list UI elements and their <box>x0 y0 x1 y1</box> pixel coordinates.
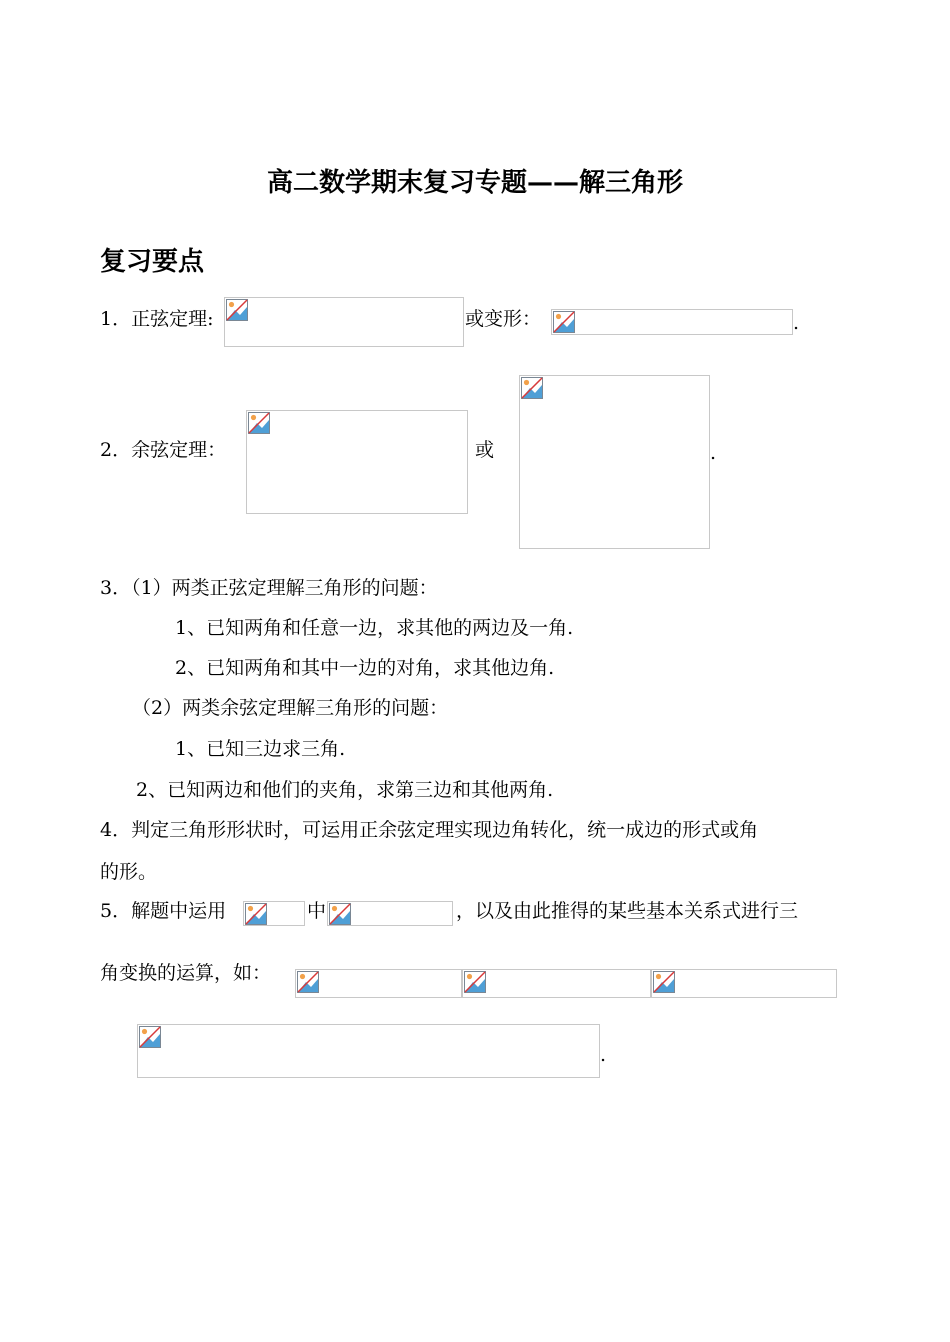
section-heading: 复习要点 <box>100 247 205 277</box>
item3-line3: 2、已知两角和其中一边的对角，求其他边角. <box>175 657 555 679</box>
item3-line1: 3．（1）两类正弦定理解三角形的问题： <box>100 577 438 599</box>
item3-line4: （2）两类余弦定理解三角形的问题： <box>132 697 449 719</box>
broken-image-icon <box>245 903 267 925</box>
item5-end: . <box>600 1044 607 1066</box>
item4-line1: 4．判定三角形形状时，可运用正余弦定理实现边角转化，统一成边的形式或角 <box>100 819 759 841</box>
item1-end: . <box>793 312 800 334</box>
item1-prefix: 1．正弦定理: <box>100 308 214 330</box>
broken-image-icon <box>248 412 270 434</box>
formula-image-example-2 <box>462 969 651 998</box>
formula-image-cosine-law-variant <box>519 375 710 549</box>
broken-image-icon <box>329 903 351 925</box>
item5-line1-c: ，以及由此推得的某些基本关系式进行三 <box>456 900 799 922</box>
broken-image-icon <box>139 1026 161 1048</box>
item3-line6: 2、已知两边和他们的夹角，求第三边和其他两角. <box>136 779 554 801</box>
broken-image-icon <box>464 971 486 993</box>
document-title: 高二数学期末复习专题——解三角形 <box>266 168 683 198</box>
broken-image-icon <box>553 311 575 333</box>
formula-image-sine-law <box>224 297 464 347</box>
broken-image-icon <box>226 299 248 321</box>
formula-image-example-1 <box>295 969 462 998</box>
item1-mid: 或变形： <box>465 308 542 330</box>
item5-line1-a: 5．解题中运用 <box>100 900 227 922</box>
formula-image-inline-2 <box>327 901 453 926</box>
item3-line2: 1、已知两角和任意一边，求其他的两边及一角. <box>175 617 574 639</box>
item4-line2: 的形。 <box>100 861 158 883</box>
item2-prefix: 2．余弦定理： <box>100 439 227 461</box>
item2-end: . <box>710 442 717 464</box>
item5-line2: 角变换的运算，如： <box>100 962 272 984</box>
broken-image-icon <box>653 971 675 993</box>
formula-image-inline-1 <box>243 901 305 926</box>
broken-image-icon <box>297 971 319 993</box>
formula-image-example-4 <box>137 1024 600 1078</box>
broken-image-icon <box>521 377 543 399</box>
item3-line5: 1、已知三边求三角. <box>175 738 346 760</box>
formula-image-sine-law-variant <box>551 309 793 335</box>
item5-line1-b: 中 <box>307 900 327 922</box>
item2-mid: 或 <box>475 439 495 461</box>
formula-image-example-3 <box>651 969 837 998</box>
formula-image-cosine-law <box>246 410 468 514</box>
